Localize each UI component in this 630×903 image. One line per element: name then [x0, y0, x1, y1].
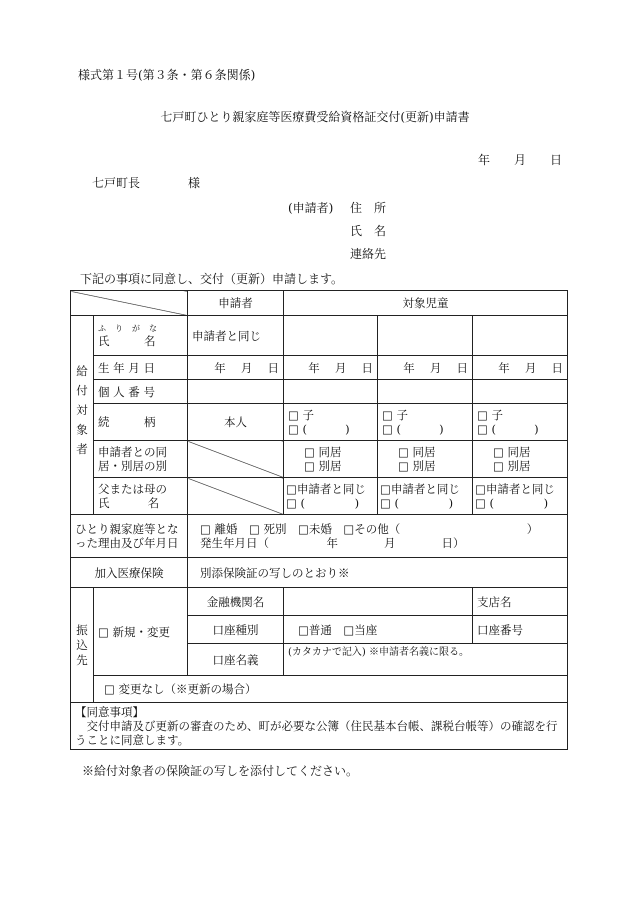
- personal-number-label: 個 人 番 号: [94, 380, 188, 404]
- child3-name[interactable]: [473, 316, 568, 356]
- consent-body: 交付申請及び更新の審査のため、町が必要な公簿（住民基本台帳、課税台帳等）の確認を行うことに同意します。: [75, 719, 558, 747]
- child3-dob[interactable]: 年 月 日: [473, 356, 568, 380]
- applicant-personal-number[interactable]: [188, 380, 284, 404]
- address-label: 住 所: [350, 201, 387, 215]
- bank-name-label: 金融機関名: [188, 588, 284, 616]
- child2-cohabit[interactable]: □ 同居 □ 別居: [378, 441, 473, 478]
- form-number: 様式第１号(第３条・第６条関係): [78, 68, 256, 82]
- child1-relationship[interactable]: □ 子 □ ( ): [284, 404, 378, 441]
- cohabit-na: [188, 441, 284, 478]
- name-label: 氏 名: [350, 224, 387, 238]
- child2-personal-number[interactable]: [378, 380, 473, 404]
- consent-heading: 【同意事項】: [75, 705, 144, 719]
- applicant-label: (申請者): [288, 201, 334, 215]
- addressee: 七戸町長 様: [92, 176, 201, 190]
- section-beneficiary: 給付対象者: [71, 316, 94, 515]
- application-table: [70, 290, 568, 750]
- parent-name-label: 父または母の 氏 名: [94, 478, 188, 515]
- child2-parent[interactable]: □申請者と同じ □ ( ): [378, 478, 473, 515]
- cohabit-label: 申請者との同 居・別居の別: [94, 441, 188, 478]
- account-holder-note: (カタカナで記入) ※申請者名義に限る。: [288, 647, 469, 658]
- bank-name-value[interactable]: [284, 588, 473, 616]
- account-number-cell[interactable]: [473, 616, 568, 644]
- relationship-label: 続 柄: [94, 404, 188, 441]
- branch-label: 支店名: [477, 594, 512, 609]
- account-type-options[interactable]: □普通 □当座: [284, 616, 473, 644]
- header-corner: [71, 291, 188, 316]
- intro-text: 下記の事項に同意し、交付（更新）申請します。: [80, 272, 344, 286]
- consent-block: [71, 703, 568, 750]
- child3-cohabit[interactable]: □ 同居 □ 別居: [473, 441, 568, 478]
- insurance-value: 別添保険証の写しのとおり※: [188, 558, 568, 588]
- name-row-label: ふりがな 氏 名: [94, 316, 188, 356]
- account-holder-label: 口座名義: [188, 644, 284, 676]
- date-line: 年 月 日: [478, 153, 563, 167]
- child2-name[interactable]: [378, 316, 473, 356]
- child1-personal-number[interactable]: [284, 380, 378, 404]
- col-children: 対象児童: [284, 291, 568, 316]
- contact-label: 連絡先: [350, 247, 387, 261]
- applicant-same: 申請者と同じ: [188, 316, 284, 356]
- col-applicant: 申請者: [188, 291, 284, 316]
- account-number-label: 口座番号: [477, 622, 523, 637]
- relationship-self: 本人: [188, 404, 284, 441]
- section-transfer: 振込先: [71, 588, 94, 703]
- child1-name[interactable]: [284, 316, 378, 356]
- account-type-label: 口座種別: [188, 616, 284, 644]
- child1-parent[interactable]: □申請者と同じ □ ( ): [284, 478, 378, 515]
- child1-dob[interactable]: 年 月 日: [284, 356, 378, 380]
- document-title: 七戸町ひとり親家庭等医療費受給資格証交付(更新)申請書: [160, 110, 470, 124]
- no-change-option[interactable]: □ 変更なし（※更新の場合）: [94, 676, 568, 703]
- new-change-option[interactable]: □ 新規・変更: [94, 588, 188, 676]
- reason-label: ひとり親家庭等とな った理由及び年月日: [71, 515, 188, 558]
- reason-value[interactable]: □ 離婚 □ 死別 □未婚 □その他（ ） 発生年月日（ 年 月 日）: [188, 515, 568, 558]
- child3-relationship[interactable]: □ 子 □ ( ): [473, 404, 568, 441]
- branch-cell[interactable]: [473, 588, 568, 616]
- child1-cohabit[interactable]: □ 同居 □ 別居: [284, 441, 378, 478]
- child2-relationship[interactable]: □ 子 □ ( ): [378, 404, 473, 441]
- dob-label: 生 年 月 日: [94, 356, 188, 380]
- child2-dob[interactable]: 年 月 日: [378, 356, 473, 380]
- footer-note: ※給付対象者の保険証の写しを添付してください。: [82, 764, 359, 778]
- insurance-label: 加入医療保険: [71, 558, 188, 588]
- child3-parent[interactable]: □申請者と同じ □ ( ): [473, 478, 568, 515]
- applicant-dob[interactable]: 年 月 日: [188, 356, 284, 380]
- parent-name-na: [188, 478, 284, 515]
- account-holder-value[interactable]: [284, 644, 568, 676]
- child3-personal-number[interactable]: [473, 380, 568, 404]
